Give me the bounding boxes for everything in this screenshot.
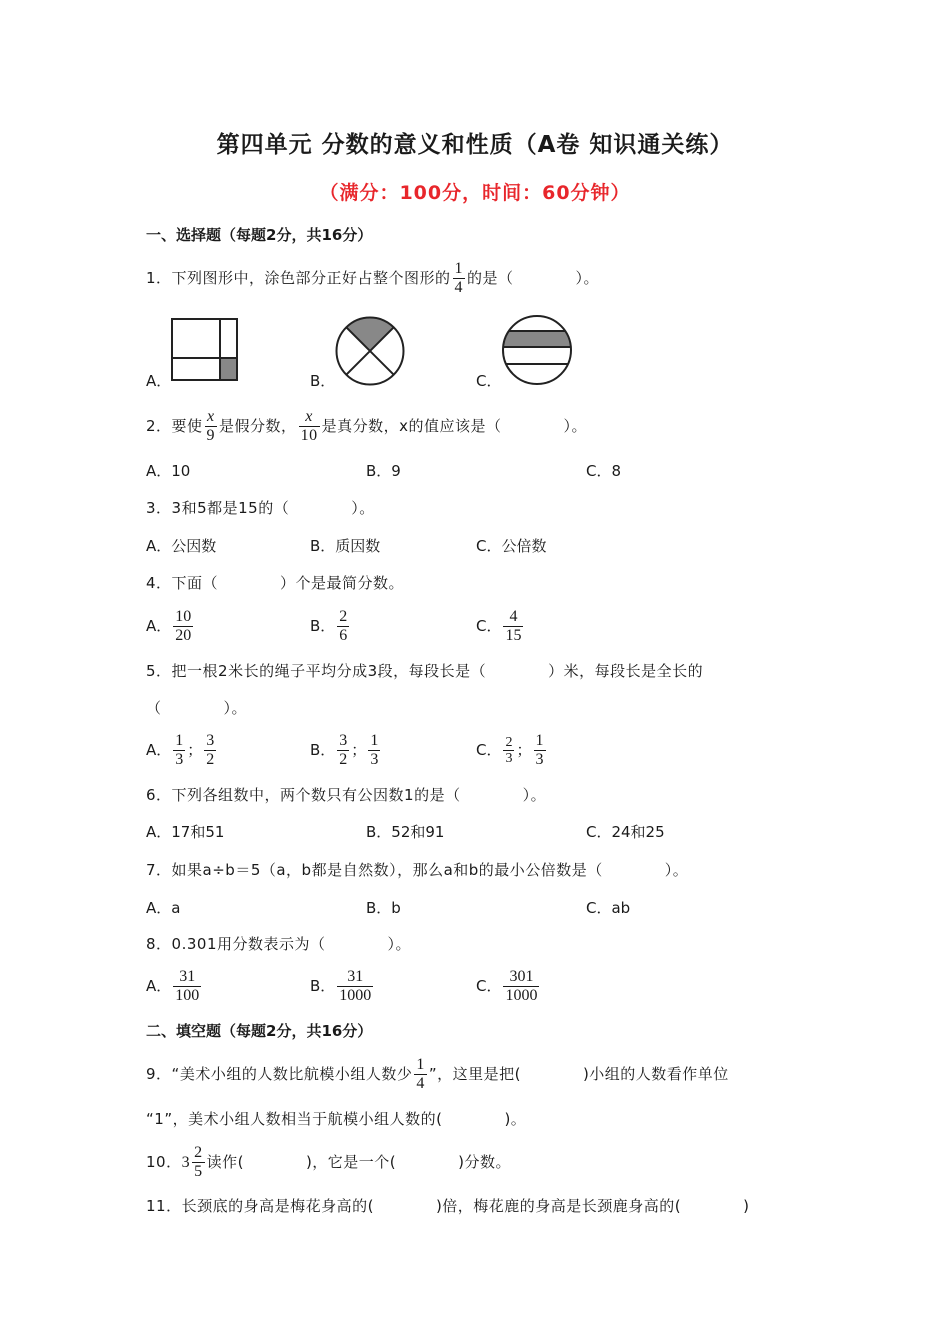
option-label: A． (146, 977, 172, 995)
fraction: $\frac{10}{20}$ (175, 608, 192, 644)
option-label: A． (146, 741, 172, 759)
fraction: $\frac{1}{3}$ (175, 732, 184, 768)
option-4a[interactable] (146, 604, 195, 648)
separator: ； (187, 741, 203, 759)
page-title: 第四单元 分数的意义和性质（A卷 知识通关练） (216, 132, 734, 158)
option-1b[interactable]: B． (310, 372, 336, 390)
question-9-line2: “1”，美术小组人数相当于航模小组人数的( )。 (146, 1110, 527, 1128)
option-2a[interactable]: A．10 (146, 462, 191, 480)
option-5c[interactable] (476, 728, 548, 772)
mixed-number: 3 $\frac{2}{5}$ (181, 1144, 203, 1180)
option-8c[interactable] (476, 964, 541, 1008)
question-1-text: 1．下列图形中，涂色部分正好占整个图形的 (146, 269, 451, 287)
option-label: C． (476, 741, 502, 759)
option-1c[interactable]: C． (476, 372, 502, 390)
fraction: $\frac{2}{3}$ (505, 734, 513, 766)
circle-outline (503, 316, 571, 384)
fraction: $\frac{4}{15}$ (505, 608, 522, 644)
fraction: $\frac{2}{5}$ (194, 1144, 203, 1180)
shaded-band (501, 331, 573, 347)
option-1a[interactable]: A． (146, 372, 172, 390)
figure-circle-bands (501, 314, 573, 386)
option-2b[interactable]: B．9 (366, 462, 401, 480)
option-label: C． (476, 977, 502, 995)
option-label: C． (476, 617, 502, 635)
option-8b[interactable] (310, 964, 375, 1008)
question-10-text: 读作( )，它是一个( )分数。 (206, 1153, 512, 1171)
option-8a[interactable] (146, 964, 203, 1008)
option-label: A． (146, 617, 172, 635)
fraction: $\frac{1}{4}$ (454, 260, 464, 296)
option-3a[interactable]: A．公因数 (146, 537, 217, 555)
question-10-number: 10． (146, 1153, 182, 1171)
figure-rectangle-shaded (171, 318, 239, 382)
option-3b[interactable]: B．质因数 (310, 537, 381, 555)
question-9 (146, 1052, 729, 1096)
question-1-tail: 的是（ ）。 (467, 269, 600, 287)
fraction: $\frac{31}{100}$ (175, 968, 200, 1004)
option-label: B． (310, 977, 336, 995)
option-label: B． (310, 741, 336, 759)
option-7c[interactable]: C．ab (586, 899, 631, 917)
option-4b[interactable] (310, 604, 351, 648)
fraction: $\frac{1}{3}$ (370, 732, 379, 768)
option-4c[interactable] (476, 604, 525, 648)
section-heading-fill: 二、填空题（每题2分，共16分） (146, 1022, 373, 1040)
question-4: 4．下面（ ）个是最简分数。 (146, 574, 405, 592)
question-5: 5．把一根2米长的绳子平均分成3段，每段长是（ ）米，每段长是全长的 (146, 662, 704, 680)
page-subtitle: （满分：100分，时间：60分钟） (319, 182, 631, 204)
separator: ； (516, 741, 532, 759)
shaded-region (220, 358, 237, 380)
fraction: $\frac{2}{6}$ (339, 608, 348, 644)
fraction: $\frac{3}{2}$ (339, 732, 348, 768)
option-6c[interactable]: C．24和25 (586, 823, 665, 841)
question-11: 11．长颈底的身高是梅花身高的( )倍，梅花鹿的身高是长颈鹿身高的( ) (146, 1197, 750, 1215)
fraction: $\frac{301}{1000}$ (505, 968, 538, 1004)
question-8: 8．0.301用分数表示为（ ）。 (146, 935, 411, 953)
option-2c[interactable]: C．8 (586, 462, 622, 480)
section-heading-choice: 一、选择题（每题2分，共16分） (146, 226, 373, 244)
fraction: $\frac{1}{4}$ (416, 1056, 425, 1092)
fraction: $\frac{1}{3}$ (535, 732, 544, 768)
question-2-tail: 是真分数，x的值应该是（ ）。 (321, 417, 587, 435)
question-10 (146, 1140, 511, 1185)
question-6: 6．下列各组数中，两个数只有公因数1的是（ ）。 (146, 786, 547, 804)
option-3c[interactable]: C．公倍数 (476, 537, 547, 555)
question-5-line2: （ ）。 (146, 699, 248, 717)
option-7a[interactable]: A．a (146, 899, 181, 917)
fraction: $\frac{x}{10}$ (300, 408, 318, 444)
figure-circle-quarters (335, 316, 405, 386)
option-5a[interactable] (146, 728, 218, 772)
question-7: 7．如果a÷b＝5（a，b都是自然数），那么a和b的最小公倍数是（ ）。 (146, 861, 689, 879)
fraction: $\frac{31}{1000}$ (339, 968, 372, 1004)
question-3: 3．3和5都是15的（ ）。 (146, 499, 375, 517)
option-5b[interactable] (310, 728, 382, 772)
question-9-tail: ”，这里是把( )小组的人数看作单位 (428, 1065, 729, 1083)
fraction: $\frac{x}{9}$ (206, 408, 216, 444)
fraction: $\frac{3}{2}$ (206, 732, 215, 768)
question-2-text: 2．要使 (146, 417, 203, 435)
option-6a[interactable]: A．17和51 (146, 823, 225, 841)
separator: ； (351, 741, 367, 759)
question-2-mid: 是假分数， (219, 417, 297, 435)
question-1 (146, 258, 599, 298)
question-2 (146, 404, 587, 448)
option-6b[interactable]: B．52和91 (366, 823, 445, 841)
option-7b[interactable]: B．b (366, 899, 401, 917)
question-9-text: 9．“美术小组的人数比航模小组人数少 (146, 1065, 413, 1083)
option-label: B． (310, 617, 336, 635)
